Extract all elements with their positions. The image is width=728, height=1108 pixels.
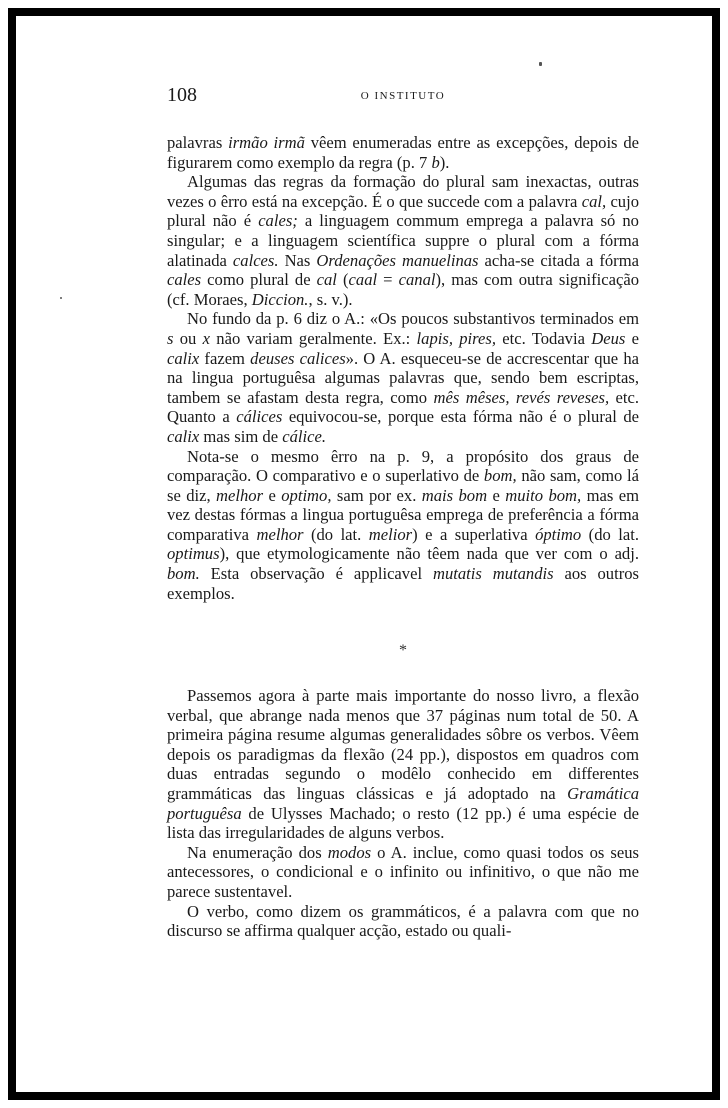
paragraph bbox=[167, 133, 639, 172]
section-ornament: * bbox=[399, 642, 407, 659]
page-header bbox=[167, 84, 639, 108]
text-run: Nas bbox=[278, 250, 317, 270]
ink-speck bbox=[539, 62, 542, 66]
italic-run: melhor bbox=[216, 485, 264, 505]
text-run: palavras bbox=[167, 133, 229, 152]
text-run: cujo plural não é bbox=[167, 191, 640, 231]
italic-run: b bbox=[431, 152, 440, 172]
italic-run: óptimo bbox=[535, 524, 582, 544]
text-run: O verbo, como dizem os grammáticos, é a palavra com que no discurso se affirma qualquer acção, estado ou quali- bbox=[167, 901, 639, 941]
italic-run: optimus bbox=[167, 544, 220, 564]
italic-run: mais bom bbox=[421, 485, 488, 505]
italic-run: mutatis mutandis bbox=[432, 564, 554, 584]
italic-run: bom. bbox=[167, 564, 200, 584]
italic-run: mês mêses, revés reveses, bbox=[433, 387, 610, 407]
italic-run: x bbox=[202, 328, 211, 348]
italic-run: optimo, bbox=[281, 485, 332, 505]
text-run: = bbox=[377, 270, 399, 290]
text-run: e bbox=[487, 485, 506, 505]
italic-run: canal bbox=[398, 270, 436, 290]
text-run: não variam geralmente. Ex.: bbox=[210, 328, 417, 348]
text-run: de Ulysses Machado; o resto (12 pp.) é uma espécie de lista das irregularidades de alguns verbos. bbox=[167, 803, 639, 843]
italic-run: Ordenações manuelinas bbox=[316, 250, 479, 270]
text-run: Nota-se o mesmo êrro na p. 9, a propósito dos graus de comparação. O comparativo e o superlativo de bbox=[167, 446, 639, 486]
italic-run: Deus bbox=[591, 328, 626, 348]
text-run: e bbox=[263, 485, 282, 505]
italic-run: cal, bbox=[581, 191, 607, 211]
text-run: mas sim de bbox=[199, 426, 283, 446]
text-run: etc. Todavia bbox=[495, 328, 592, 348]
text-run: mas em vez destas fórmas a lingua portuguêsa emprega de preferência a fórma comparativa bbox=[167, 485, 639, 544]
text-run: Passemos agora à parte mais importante do nosso livro, a flexão verbal, que abrange nada menos que 37 páginas num total de 50. A primeira página resume algumas generalidades sôbre os verbos. Vêem depois os paradigmas da flexão (24 pp.), dispostos em quadros com duas entradas segundo o modêlo conhecido em differentes grammáticas das linguas clássicas e já adoptado na bbox=[167, 686, 639, 803]
italic-run: lapis, pires, bbox=[416, 328, 496, 348]
italic-run: cales; bbox=[258, 211, 298, 231]
running-head: O INSTITUTO bbox=[360, 90, 446, 102]
italic-run: cálices bbox=[236, 407, 283, 427]
text-run: o A. inclue, como quasi todos os seus antecessores, o condicional e o infinito ou infinitivo, o que não me parece sustentavel. bbox=[167, 842, 639, 901]
italic-run: melior bbox=[368, 524, 413, 544]
text-run: ). bbox=[439, 152, 450, 172]
paragraph bbox=[167, 447, 639, 604]
italic-run: cales bbox=[167, 270, 202, 290]
text-run: No fundo da p. 6 diz o A.: «Os poucos substantivos terminados em bbox=[187, 309, 639, 329]
italic-run: irmão irmã bbox=[228, 133, 305, 152]
text-run: , s. v.). bbox=[308, 289, 353, 309]
italic-run: bom, bbox=[483, 466, 517, 486]
text-run: ), que etymologicamente não têem nada que ver com o adj. bbox=[219, 544, 639, 564]
italic-run: melhor bbox=[256, 524, 304, 544]
text-run: e bbox=[625, 328, 640, 348]
italic-run: calix bbox=[167, 426, 200, 446]
paragraph bbox=[167, 172, 639, 309]
italic-run: calix bbox=[167, 348, 200, 368]
body-text-section-1 bbox=[167, 133, 639, 603]
text-run: Esta observação é applicavel bbox=[199, 564, 433, 584]
text-run: (do lat. bbox=[581, 524, 639, 544]
text-run: equivocou-se, porque esta fórma não é o plural de bbox=[282, 407, 639, 427]
text-run: etc. Quanto a bbox=[167, 387, 639, 427]
paragraph bbox=[167, 686, 639, 843]
paragraph bbox=[167, 902, 639, 941]
text-run: (do lat. bbox=[303, 524, 369, 544]
text-run: Na enumeração dos bbox=[187, 842, 328, 862]
italic-run: modos bbox=[327, 842, 372, 862]
text-run: fazem bbox=[199, 348, 251, 368]
text-run: aos outros exemplos. bbox=[167, 564, 639, 603]
italic-run: muito bom, bbox=[505, 485, 582, 505]
italic-run: Diccion. bbox=[251, 289, 309, 309]
italic-run: s bbox=[167, 328, 174, 348]
italic-run: cálice. bbox=[282, 426, 326, 446]
italic-run: deuses calices bbox=[250, 348, 346, 368]
text-run: ), mas com outra significação (cf. Moraes, bbox=[167, 270, 640, 309]
text-run: como plural de bbox=[201, 270, 317, 290]
text-run: ) e a superlativa bbox=[412, 524, 536, 544]
italic-run: calces. bbox=[232, 250, 279, 270]
text-run: acha-se citada a fórma bbox=[478, 250, 639, 270]
text-run: Algumas das regras da formação do plural sam inexactas, outras vezes o êrro está na excepção. É o que succede com a palavra bbox=[167, 172, 639, 211]
text-run: não sam, como lá se diz, bbox=[167, 466, 639, 505]
text-run: ». O A. esqueceu-se de accrescentar que ha na lingua portuguêsa algumas palavras que, sendo bem escriptas, tambem se afastam desta regra, como bbox=[167, 348, 639, 407]
text-run: vêem enumeradas entre as excepções, depois de figurarem como exemplo da regra (p. 7 bbox=[167, 133, 639, 172]
ink-speck bbox=[60, 297, 62, 299]
text-run: ou bbox=[173, 328, 203, 348]
paragraph bbox=[167, 309, 639, 446]
italic-run: caal bbox=[348, 270, 378, 290]
italic-run: Gramática portuguêsa bbox=[167, 783, 639, 823]
text-run: ( bbox=[336, 270, 349, 290]
body-text-section-2 bbox=[167, 686, 639, 941]
page-number: 108 bbox=[167, 84, 197, 106]
paragraph bbox=[167, 843, 639, 902]
text-run: a linguagem commum emprega a palavra só no singular; e a linguagem scientífica suppre o plural com a fórma alatinada bbox=[167, 211, 639, 270]
italic-run: cal bbox=[316, 270, 337, 290]
text-run: sam por ex. bbox=[331, 485, 422, 505]
